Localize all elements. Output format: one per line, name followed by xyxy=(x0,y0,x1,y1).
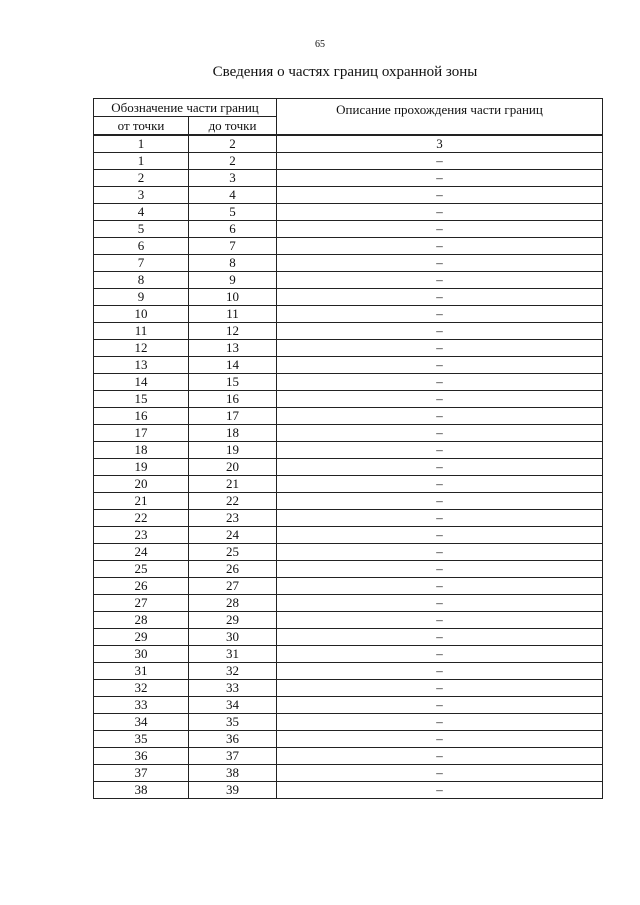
from-point-header: от точки xyxy=(94,117,189,136)
from-point-cell: 3 xyxy=(94,187,189,204)
from-point-cell: 26 xyxy=(94,578,189,595)
from-point-cell: 14 xyxy=(94,374,189,391)
table-row xyxy=(94,561,603,578)
table-row xyxy=(94,374,603,391)
from-point-cell: 25 xyxy=(94,561,189,578)
from-point-cell: 12 xyxy=(94,340,189,357)
to-point-cell: 19 xyxy=(189,442,277,459)
to-point-cell: 14 xyxy=(189,357,277,374)
from-point-cell: 31 xyxy=(94,663,189,680)
to-point-cell: 3 xyxy=(189,170,277,187)
to-point-cell: 34 xyxy=(189,697,277,714)
from-point-cell: 11 xyxy=(94,323,189,340)
description-cell: – xyxy=(277,578,603,595)
description-cell: – xyxy=(277,221,603,238)
description-cell: – xyxy=(277,323,603,340)
table-row xyxy=(94,459,603,476)
from-point-cell: 28 xyxy=(94,612,189,629)
to-point-cell: 16 xyxy=(189,391,277,408)
from-point-cell: 19 xyxy=(94,459,189,476)
description-cell: – xyxy=(277,527,603,544)
description-cell: – xyxy=(277,374,603,391)
document-title: Сведения о частях границ охранной зоны xyxy=(212,64,478,80)
to-point-cell: 6 xyxy=(189,221,277,238)
from-point-cell: 16 xyxy=(94,408,189,425)
description-cell: – xyxy=(277,544,603,561)
to-point-cell: 10 xyxy=(189,289,277,306)
description-cell: – xyxy=(277,612,603,629)
from-point-cell: 6 xyxy=(94,238,189,255)
to-point-cell: 7 xyxy=(189,238,277,255)
to-point-cell: 32 xyxy=(189,663,277,680)
to-point-cell: 26 xyxy=(189,561,277,578)
table-row xyxy=(94,476,603,493)
from-point-cell: 24 xyxy=(94,544,189,561)
table-row xyxy=(94,782,603,799)
from-point-cell: 17 xyxy=(94,425,189,442)
table-row xyxy=(94,680,603,697)
description-cell: – xyxy=(277,561,603,578)
description-cell: – xyxy=(277,595,603,612)
to-point-cell: 12 xyxy=(189,323,277,340)
to-point-cell: 17 xyxy=(189,408,277,425)
table-row xyxy=(94,204,603,221)
description-cell: – xyxy=(277,255,603,272)
description-cell: – xyxy=(277,306,603,323)
description-cell: – xyxy=(277,629,603,646)
table-row xyxy=(94,442,603,459)
from-point-cell: 34 xyxy=(94,714,189,731)
description-cell: – xyxy=(277,340,603,357)
description-cell: – xyxy=(277,731,603,748)
description-cell: – xyxy=(277,510,603,527)
table-row xyxy=(94,595,603,612)
column-numbering-row xyxy=(94,135,603,153)
boundary-parts-table xyxy=(93,98,603,799)
description-cell: – xyxy=(277,153,603,170)
table-row xyxy=(94,187,603,204)
to-point-cell: 36 xyxy=(189,731,277,748)
from-point-cell: 27 xyxy=(94,595,189,612)
table-row xyxy=(94,340,603,357)
table-row xyxy=(94,697,603,714)
description-cell: – xyxy=(277,714,603,731)
column-number-2: 2 xyxy=(189,135,277,153)
column-number-1: 1 xyxy=(94,135,189,153)
from-point-cell: 1 xyxy=(94,153,189,170)
from-point-cell: 36 xyxy=(94,748,189,765)
table-row xyxy=(94,425,603,442)
description-cell: – xyxy=(277,459,603,476)
table-header xyxy=(94,99,603,136)
to-point-cell: 21 xyxy=(189,476,277,493)
from-point-cell: 8 xyxy=(94,272,189,289)
from-point-cell: 38 xyxy=(94,782,189,799)
from-point-cell: 33 xyxy=(94,697,189,714)
to-point-cell: 39 xyxy=(189,782,277,799)
to-point-cell: 23 xyxy=(189,510,277,527)
description-cell: – xyxy=(277,391,603,408)
description-cell: – xyxy=(277,476,603,493)
from-point-cell: 23 xyxy=(94,527,189,544)
from-point-cell: 9 xyxy=(94,289,189,306)
to-point-cell: 37 xyxy=(189,748,277,765)
to-point-cell: 25 xyxy=(189,544,277,561)
to-point-cell: 9 xyxy=(189,272,277,289)
to-point-cell: 31 xyxy=(189,646,277,663)
description-cell: – xyxy=(277,663,603,680)
description-cell: – xyxy=(277,765,603,782)
from-point-cell: 37 xyxy=(94,765,189,782)
description-cell: – xyxy=(277,442,603,459)
boundary-part-designation-header: Обозначение части границ xyxy=(94,99,277,117)
to-point-cell: 28 xyxy=(189,595,277,612)
to-point-cell: 13 xyxy=(189,340,277,357)
table-row xyxy=(94,493,603,510)
to-point-cell: 8 xyxy=(189,255,277,272)
description-cell: – xyxy=(277,204,603,221)
to-point-cell: 5 xyxy=(189,204,277,221)
table-row xyxy=(94,765,603,782)
from-point-cell: 18 xyxy=(94,442,189,459)
table-row xyxy=(94,255,603,272)
description-cell: – xyxy=(277,170,603,187)
table-row xyxy=(94,272,603,289)
column-number-3: 3 xyxy=(277,135,603,153)
to-point-cell: 30 xyxy=(189,629,277,646)
description-cell: – xyxy=(277,187,603,204)
table-row xyxy=(94,408,603,425)
to-point-cell: 38 xyxy=(189,765,277,782)
to-point-cell: 27 xyxy=(189,578,277,595)
to-point-cell: 2 xyxy=(189,153,277,170)
table-row xyxy=(94,578,603,595)
from-point-cell: 2 xyxy=(94,170,189,187)
description-cell: – xyxy=(277,238,603,255)
table-row xyxy=(94,323,603,340)
description-cell: – xyxy=(277,425,603,442)
description-cell: – xyxy=(277,697,603,714)
from-point-cell: 15 xyxy=(94,391,189,408)
table-row xyxy=(94,170,603,187)
table-row xyxy=(94,306,603,323)
description-cell: – xyxy=(277,782,603,799)
table-body xyxy=(94,135,603,799)
to-point-cell: 18 xyxy=(189,425,277,442)
description-cell: – xyxy=(277,646,603,663)
to-point-cell: 33 xyxy=(189,680,277,697)
table-row xyxy=(94,646,603,663)
from-point-cell: 29 xyxy=(94,629,189,646)
to-point-cell: 4 xyxy=(189,187,277,204)
to-point-cell: 22 xyxy=(189,493,277,510)
to-point-cell: 24 xyxy=(189,527,277,544)
from-point-cell: 4 xyxy=(94,204,189,221)
table-row xyxy=(94,391,603,408)
description-cell: – xyxy=(277,748,603,765)
table-row xyxy=(94,221,603,238)
from-point-cell: 22 xyxy=(94,510,189,527)
table-row xyxy=(94,714,603,731)
from-point-cell: 32 xyxy=(94,680,189,697)
description-cell: – xyxy=(277,289,603,306)
from-point-cell: 30 xyxy=(94,646,189,663)
table-row xyxy=(94,153,603,170)
from-point-cell: 21 xyxy=(94,493,189,510)
description-cell: – xyxy=(277,272,603,289)
table-row xyxy=(94,629,603,646)
table-row xyxy=(94,731,603,748)
from-point-cell: 35 xyxy=(94,731,189,748)
from-point-cell: 10 xyxy=(94,306,189,323)
table-row xyxy=(94,357,603,374)
to-point-cell: 20 xyxy=(189,459,277,476)
from-point-cell: 7 xyxy=(94,255,189,272)
table-row xyxy=(94,663,603,680)
table-row xyxy=(94,289,603,306)
to-point-header: до точки xyxy=(189,117,277,136)
page-number: 65 xyxy=(315,39,325,50)
table-row xyxy=(94,748,603,765)
table-row xyxy=(94,238,603,255)
description-cell: – xyxy=(277,408,603,425)
description-cell: – xyxy=(277,357,603,374)
to-point-cell: 35 xyxy=(189,714,277,731)
from-point-cell: 13 xyxy=(94,357,189,374)
description-cell: – xyxy=(277,493,603,510)
to-point-cell: 29 xyxy=(189,612,277,629)
description-cell: – xyxy=(277,680,603,697)
to-point-cell: 15 xyxy=(189,374,277,391)
from-point-cell: 5 xyxy=(94,221,189,238)
table-row xyxy=(94,544,603,561)
table-row xyxy=(94,612,603,629)
to-point-cell: 11 xyxy=(189,306,277,323)
from-point-cell: 20 xyxy=(94,476,189,493)
boundary-description-header: Описание прохождения части границ xyxy=(277,99,603,136)
table-row xyxy=(94,527,603,544)
table-row xyxy=(94,510,603,527)
